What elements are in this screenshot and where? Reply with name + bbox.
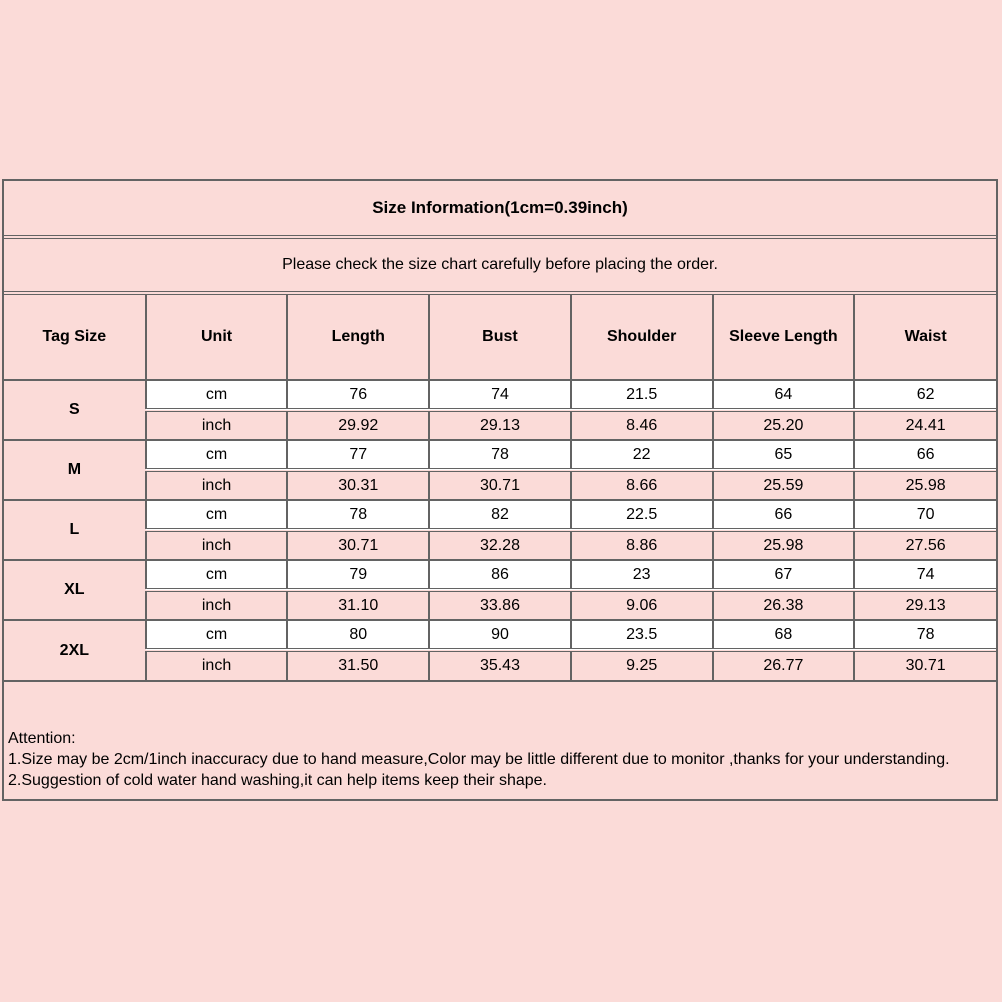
cell-bust: 33.86 (429, 590, 571, 620)
cell-length: 77 (287, 440, 429, 470)
table-row-s-inch (4, 410, 996, 440)
unit-label: cm (146, 380, 288, 410)
cell-shoulder: 22 (571, 440, 713, 470)
cell-waist: 70 (854, 500, 996, 530)
unit-label: inch (146, 470, 288, 500)
table-row-l-cm (4, 500, 996, 530)
cell-shoulder: 8.46 (571, 410, 713, 440)
size-chart-panel (2, 179, 998, 801)
cell-length: 31.10 (287, 590, 429, 620)
cell-bust: 78 (429, 440, 571, 470)
column-header-waist: Waist (854, 295, 996, 380)
cell-bust: 29.13 (429, 410, 571, 440)
column-header-unit: Unit (146, 295, 288, 380)
cell-shoulder: 22.5 (571, 500, 713, 530)
header-row (4, 295, 996, 380)
table-row-xl-inch (4, 590, 996, 620)
cell-waist: 25.98 (854, 470, 996, 500)
cell-sleeve-length: 68 (713, 620, 855, 650)
cell-sleeve-length: 64 (713, 380, 855, 410)
table-row-xl-cm (4, 560, 996, 590)
attention-heading: Attention: (8, 730, 76, 747)
unit-label: cm (146, 500, 288, 530)
cell-waist: 74 (854, 560, 996, 590)
cell-waist: 62 (854, 380, 996, 410)
cell-sleeve-length: 65 (713, 440, 855, 470)
cell-waist: 29.13 (854, 590, 996, 620)
tag-size-l: L (4, 500, 146, 560)
cell-bust: 35.43 (429, 650, 571, 680)
cell-sleeve-length: 67 (713, 560, 855, 590)
size-chart-title: Size Information(1cm=0.39inch) (4, 181, 996, 239)
cell-sleeve-length: 66 (713, 500, 855, 530)
cell-waist: 30.71 (854, 650, 996, 680)
attention-note (4, 680, 996, 799)
unit-label: cm (146, 560, 288, 590)
cell-sleeve-length: 25.98 (713, 530, 855, 560)
table-row-m-inch (4, 470, 996, 500)
cell-bust: 32.28 (429, 530, 571, 560)
attention-line-2: 2.Suggestion of cold water hand washing,it can help items keep their shape. (8, 772, 547, 789)
unit-label: inch (146, 530, 288, 560)
table-row-s-cm (4, 380, 996, 410)
cell-shoulder: 23 (571, 560, 713, 590)
cell-length: 30.31 (287, 470, 429, 500)
cell-bust: 74 (429, 380, 571, 410)
column-header-sleeve-length: Sleeve Length (713, 295, 855, 380)
cell-sleeve-length: 25.20 (713, 410, 855, 440)
cell-shoulder: 21.5 (571, 380, 713, 410)
cell-length: 29.92 (287, 410, 429, 440)
size-table (4, 295, 996, 680)
table-row-2xl-cm (4, 620, 996, 650)
column-header-bust: Bust (429, 295, 571, 380)
unit-label: cm (146, 620, 288, 650)
cell-bust: 90 (429, 620, 571, 650)
cell-shoulder: 23.5 (571, 620, 713, 650)
cell-length: 78 (287, 500, 429, 530)
cell-bust: 86 (429, 560, 571, 590)
cell-waist: 78 (854, 620, 996, 650)
cell-sleeve-length: 26.77 (713, 650, 855, 680)
cell-shoulder: 9.25 (571, 650, 713, 680)
tag-size-xl: XL (4, 560, 146, 620)
table-row-2xl-inch (4, 650, 996, 680)
cell-length: 80 (287, 620, 429, 650)
tag-size-s: S (4, 380, 146, 440)
unit-label: inch (146, 410, 288, 440)
cell-sleeve-length: 26.38 (713, 590, 855, 620)
cell-length: 76 (287, 380, 429, 410)
table-row-m-cm (4, 440, 996, 470)
cell-shoulder: 9.06 (571, 590, 713, 620)
cell-length: 30.71 (287, 530, 429, 560)
cell-waist: 27.56 (854, 530, 996, 560)
table-row-l-inch (4, 530, 996, 560)
column-header-tag-size: Tag Size (4, 295, 146, 380)
cell-sleeve-length: 25.59 (713, 470, 855, 500)
unit-label: inch (146, 650, 288, 680)
cell-waist: 66 (854, 440, 996, 470)
size-chart-subtitle: Please check the size chart carefully before placing the order. (4, 239, 996, 295)
cell-length: 79 (287, 560, 429, 590)
cell-shoulder: 8.86 (571, 530, 713, 560)
column-header-length: Length (287, 295, 429, 380)
cell-shoulder: 8.66 (571, 470, 713, 500)
attention-line-1: 1.Size may be 2cm/1inch inaccuracy due to hand measure,Color may be little different due to monitor ,thanks for your understanding. (8, 751, 950, 768)
column-header-shoulder: Shoulder (571, 295, 713, 380)
tag-size-m: M (4, 440, 146, 500)
cell-bust: 82 (429, 500, 571, 530)
cell-length: 31.50 (287, 650, 429, 680)
tag-size-2xl: 2XL (4, 620, 146, 680)
unit-label: inch (146, 590, 288, 620)
cell-bust: 30.71 (429, 470, 571, 500)
cell-waist: 24.41 (854, 410, 996, 440)
unit-label: cm (146, 440, 288, 470)
